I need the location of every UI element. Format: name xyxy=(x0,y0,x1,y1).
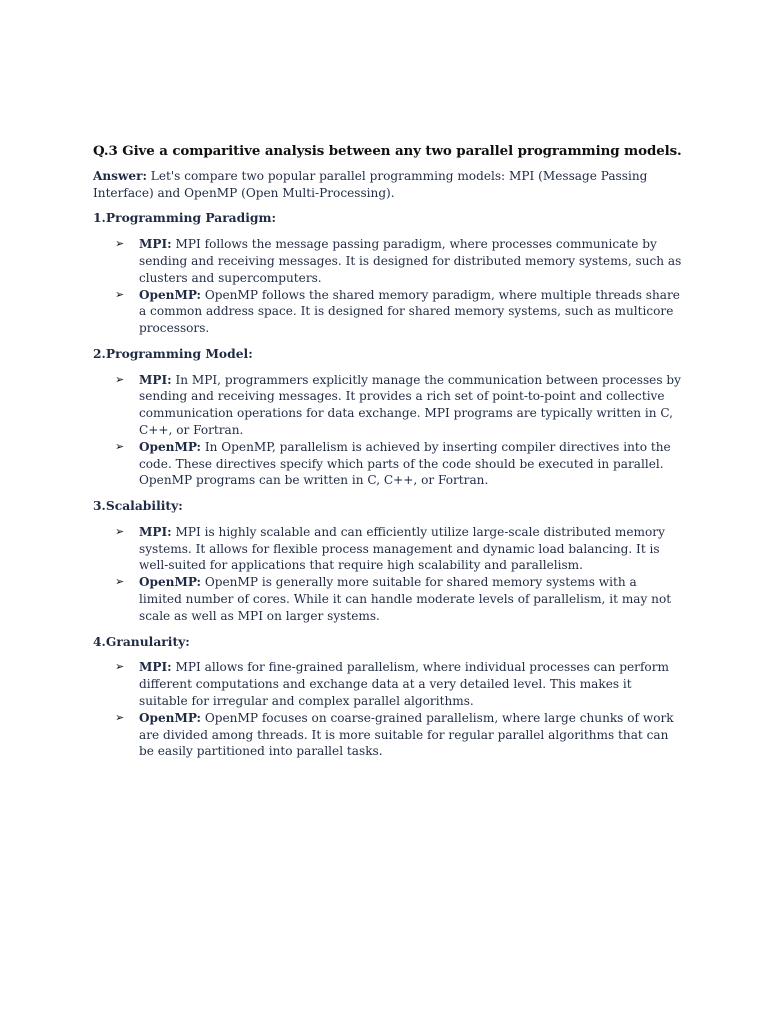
section-heading-granularity: 4.Granularity: xyxy=(93,633,190,649)
section-list-paradigm xyxy=(93,236,683,337)
answer-text: Let's compare two popular parallel programming models: MPI (Message Passing Interface) and OpenMP (Open Multi-Processing). xyxy=(93,169,648,200)
arrow-bullet-icon: ➢ xyxy=(115,575,125,589)
arrow-bullet-icon: ➢ xyxy=(115,710,125,724)
item-term: OpenMP: xyxy=(139,575,201,590)
item-term: MPI: xyxy=(139,372,172,387)
item-text: MPI is highly scalable and can efficiently utilize large-scale distributed memory systems. It allows for flexible process management and dynamic load balancing. It is well-suited for applications that require high scalability and parallelism. xyxy=(139,524,665,573)
section-heading-model: 2.Programming Model: xyxy=(93,345,253,361)
section-list-model xyxy=(93,372,683,490)
arrow-bullet-icon: ➢ xyxy=(115,372,125,386)
item-text: In OpenMP, parallelism is achieved by inserting compiler directives into the code. These directives specify which parts of the code should be executed in parallel. OpenMP programs can be written in C, C++, or Fortran. xyxy=(139,439,671,488)
item-term: MPI: xyxy=(139,237,172,252)
item-term: MPI: xyxy=(139,524,172,539)
list-item xyxy=(93,372,683,439)
item-text: MPI allows for fine-grained parallelism, where individual processes can perform different computations and exchange data at a very detailed level. This makes it suitable for irregular and complex parallel algorithms. xyxy=(139,660,669,708)
list-item xyxy=(93,710,683,760)
arrow-bullet-icon: ➢ xyxy=(115,439,125,453)
section-heading-scalability: 3.Scalability: xyxy=(93,498,183,514)
question-heading: Q.3 Give a comparitive analysis between any two parallel programming models. xyxy=(93,143,682,159)
item-text: OpenMP focuses on coarse-grained parallelism, where large chunks of work are divided among threads. It is more suitable for regular parallel algorithms that can be easily partitioned into parallel tasks. xyxy=(139,710,674,759)
item-text: OpenMP is generally more suitable for shared memory systems with a limited number of cores. While it can handle moderate levels of parallelism, it may not scale as well as MPI on larger systems. xyxy=(139,575,672,623)
section-list-granularity xyxy=(93,659,683,760)
section-heading-paradigm: 1.Programming Paradigm: xyxy=(93,210,277,226)
item-term: OpenMP: xyxy=(139,439,201,454)
item-text: OpenMP follows the shared memory paradigm, where multiple threads share a common address space. It is designed for shared memory systems, such as multicore processors. xyxy=(139,287,680,336)
arrow-bullet-icon: ➢ xyxy=(115,237,125,251)
arrow-bullet-icon: ➢ xyxy=(115,524,125,538)
answer-paragraph xyxy=(93,168,683,201)
list-item xyxy=(93,236,683,286)
answer-label: Answer: xyxy=(93,169,147,183)
list-item xyxy=(93,287,683,337)
list-item xyxy=(93,524,683,574)
item-term: OpenMP: xyxy=(139,710,201,725)
item-term: MPI: xyxy=(139,660,172,675)
item-text: MPI follows the message passing paradigm, where processes communicate by sending and receiving messages. It is designed for distributed memory systems, such as clusters and supercomputers. xyxy=(139,237,682,285)
arrow-bullet-icon: ➢ xyxy=(115,287,125,301)
item-term: OpenMP: xyxy=(139,287,201,302)
section-list-scalability xyxy=(93,524,683,625)
list-item xyxy=(93,659,683,709)
arrow-bullet-icon: ➢ xyxy=(115,660,125,674)
document-content xyxy=(93,142,683,769)
item-text: In MPI, programmers explicitly manage the communication between processes by sending and receiving messages. It provides a rich set of point-to-point and collective communication operations for data exchange. MPI programs are typically written in C, C++, or Fortran. xyxy=(139,372,681,437)
list-item xyxy=(93,439,683,489)
list-item xyxy=(93,574,683,624)
